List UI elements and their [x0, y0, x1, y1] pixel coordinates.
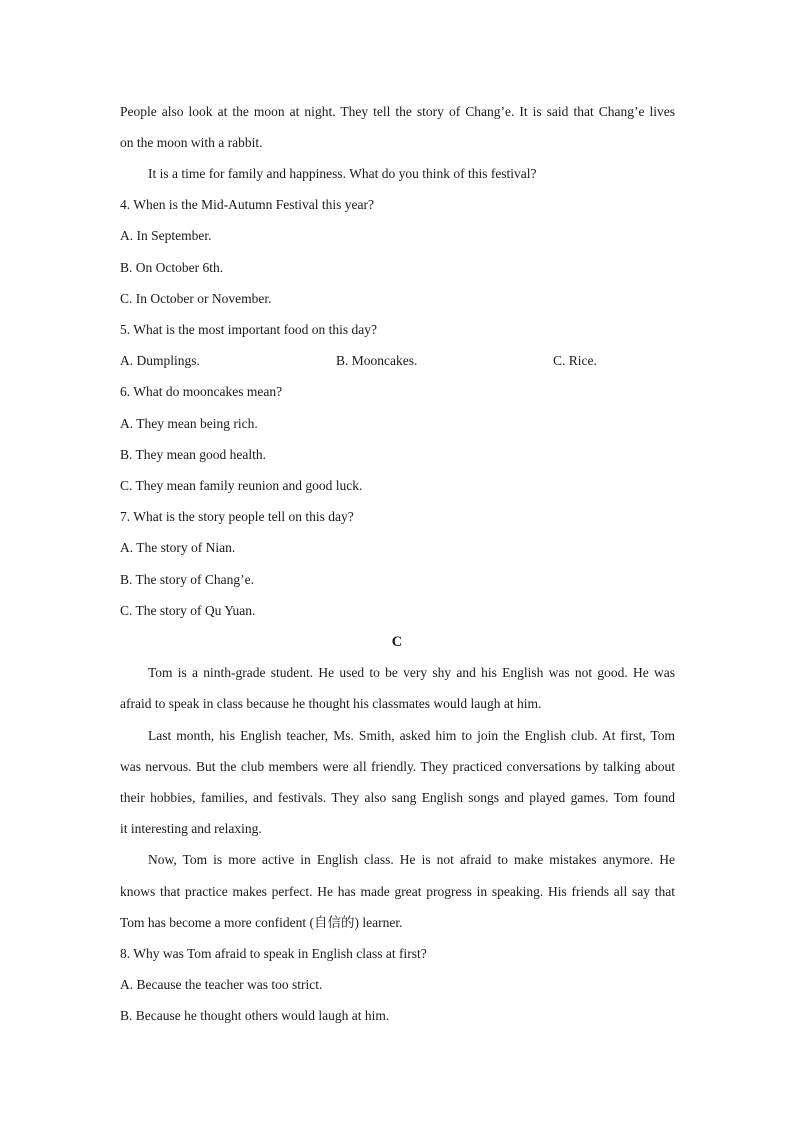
options-row-5	[120, 352, 680, 370]
option-4a: A. In September.	[120, 228, 212, 243]
option-7c: C. The story of Qu Yuan.	[120, 603, 256, 618]
passage-line: Last month, his English teacher, Ms. Smith, asked him to join the English club. At first, Tom	[148, 728, 675, 743]
option-6c: C. They mean family reunion and good luck.	[120, 478, 363, 493]
option-6b: B. They mean good health.	[120, 447, 266, 462]
passage-line: on the moon with a rabbit.	[120, 135, 263, 150]
passage-line: their hobbies, families, and festivals. They also sang English songs and played games. Tom found	[120, 790, 675, 805]
question-4: 4. When is the Mid-Autumn Festival this year?	[120, 197, 374, 212]
question-7: 7. What is the story people tell on this day?	[120, 509, 354, 524]
passage-line: Tom is a ninth-grade student. He used to be very shy and his English was not good. He was	[148, 665, 675, 680]
question-5: 5. What is the most important food on this day?	[120, 322, 377, 337]
passage-line: knows that practice makes perfect. He has made great progress in speaking. His friends all say that	[120, 884, 675, 899]
passage-line: afraid to speak in class because he thought his classmates would laugh at him.	[120, 696, 542, 711]
option-5c: C. Rice.	[553, 353, 597, 368]
passage-line: was nervous. But the club members were all friendly. They practiced conversations by talking about	[120, 759, 675, 774]
option-8a: A. Because the teacher was too strict.	[120, 977, 323, 992]
option-4b: B. On October 6th.	[120, 260, 224, 275]
option-7b: B. The story of Chang’e.	[120, 572, 254, 587]
option-4c: C. In October or November.	[120, 291, 272, 306]
question-8: 8. Why was Tom afraid to speak in English class at first?	[120, 946, 427, 961]
option-7a: A. The story of Nian.	[120, 540, 236, 555]
option-5b: B. Mooncakes.	[336, 353, 418, 368]
option-8b: B. Because he thought others would laugh at him.	[120, 1008, 390, 1023]
passage-line: People also look at the moon at night. They tell the story of Chang’e. It is said that Chang’e lives	[120, 104, 675, 119]
passage-line: Tom has become a more confident (自信的) learner.	[120, 915, 403, 930]
option-6a: A. They mean being rich.	[120, 416, 258, 431]
section-heading: C	[391, 634, 403, 650]
question-6: 6. What do mooncakes mean?	[120, 384, 283, 399]
passage-line: It is a time for family and happiness. What do you think of this festival?	[148, 166, 537, 181]
passage-line: it interesting and relaxing.	[120, 821, 262, 836]
option-5a: A. Dumplings.	[120, 353, 200, 368]
passage-line: Now, Tom is more active in English class. He is not afraid to make mistakes anymore. He	[148, 852, 675, 867]
